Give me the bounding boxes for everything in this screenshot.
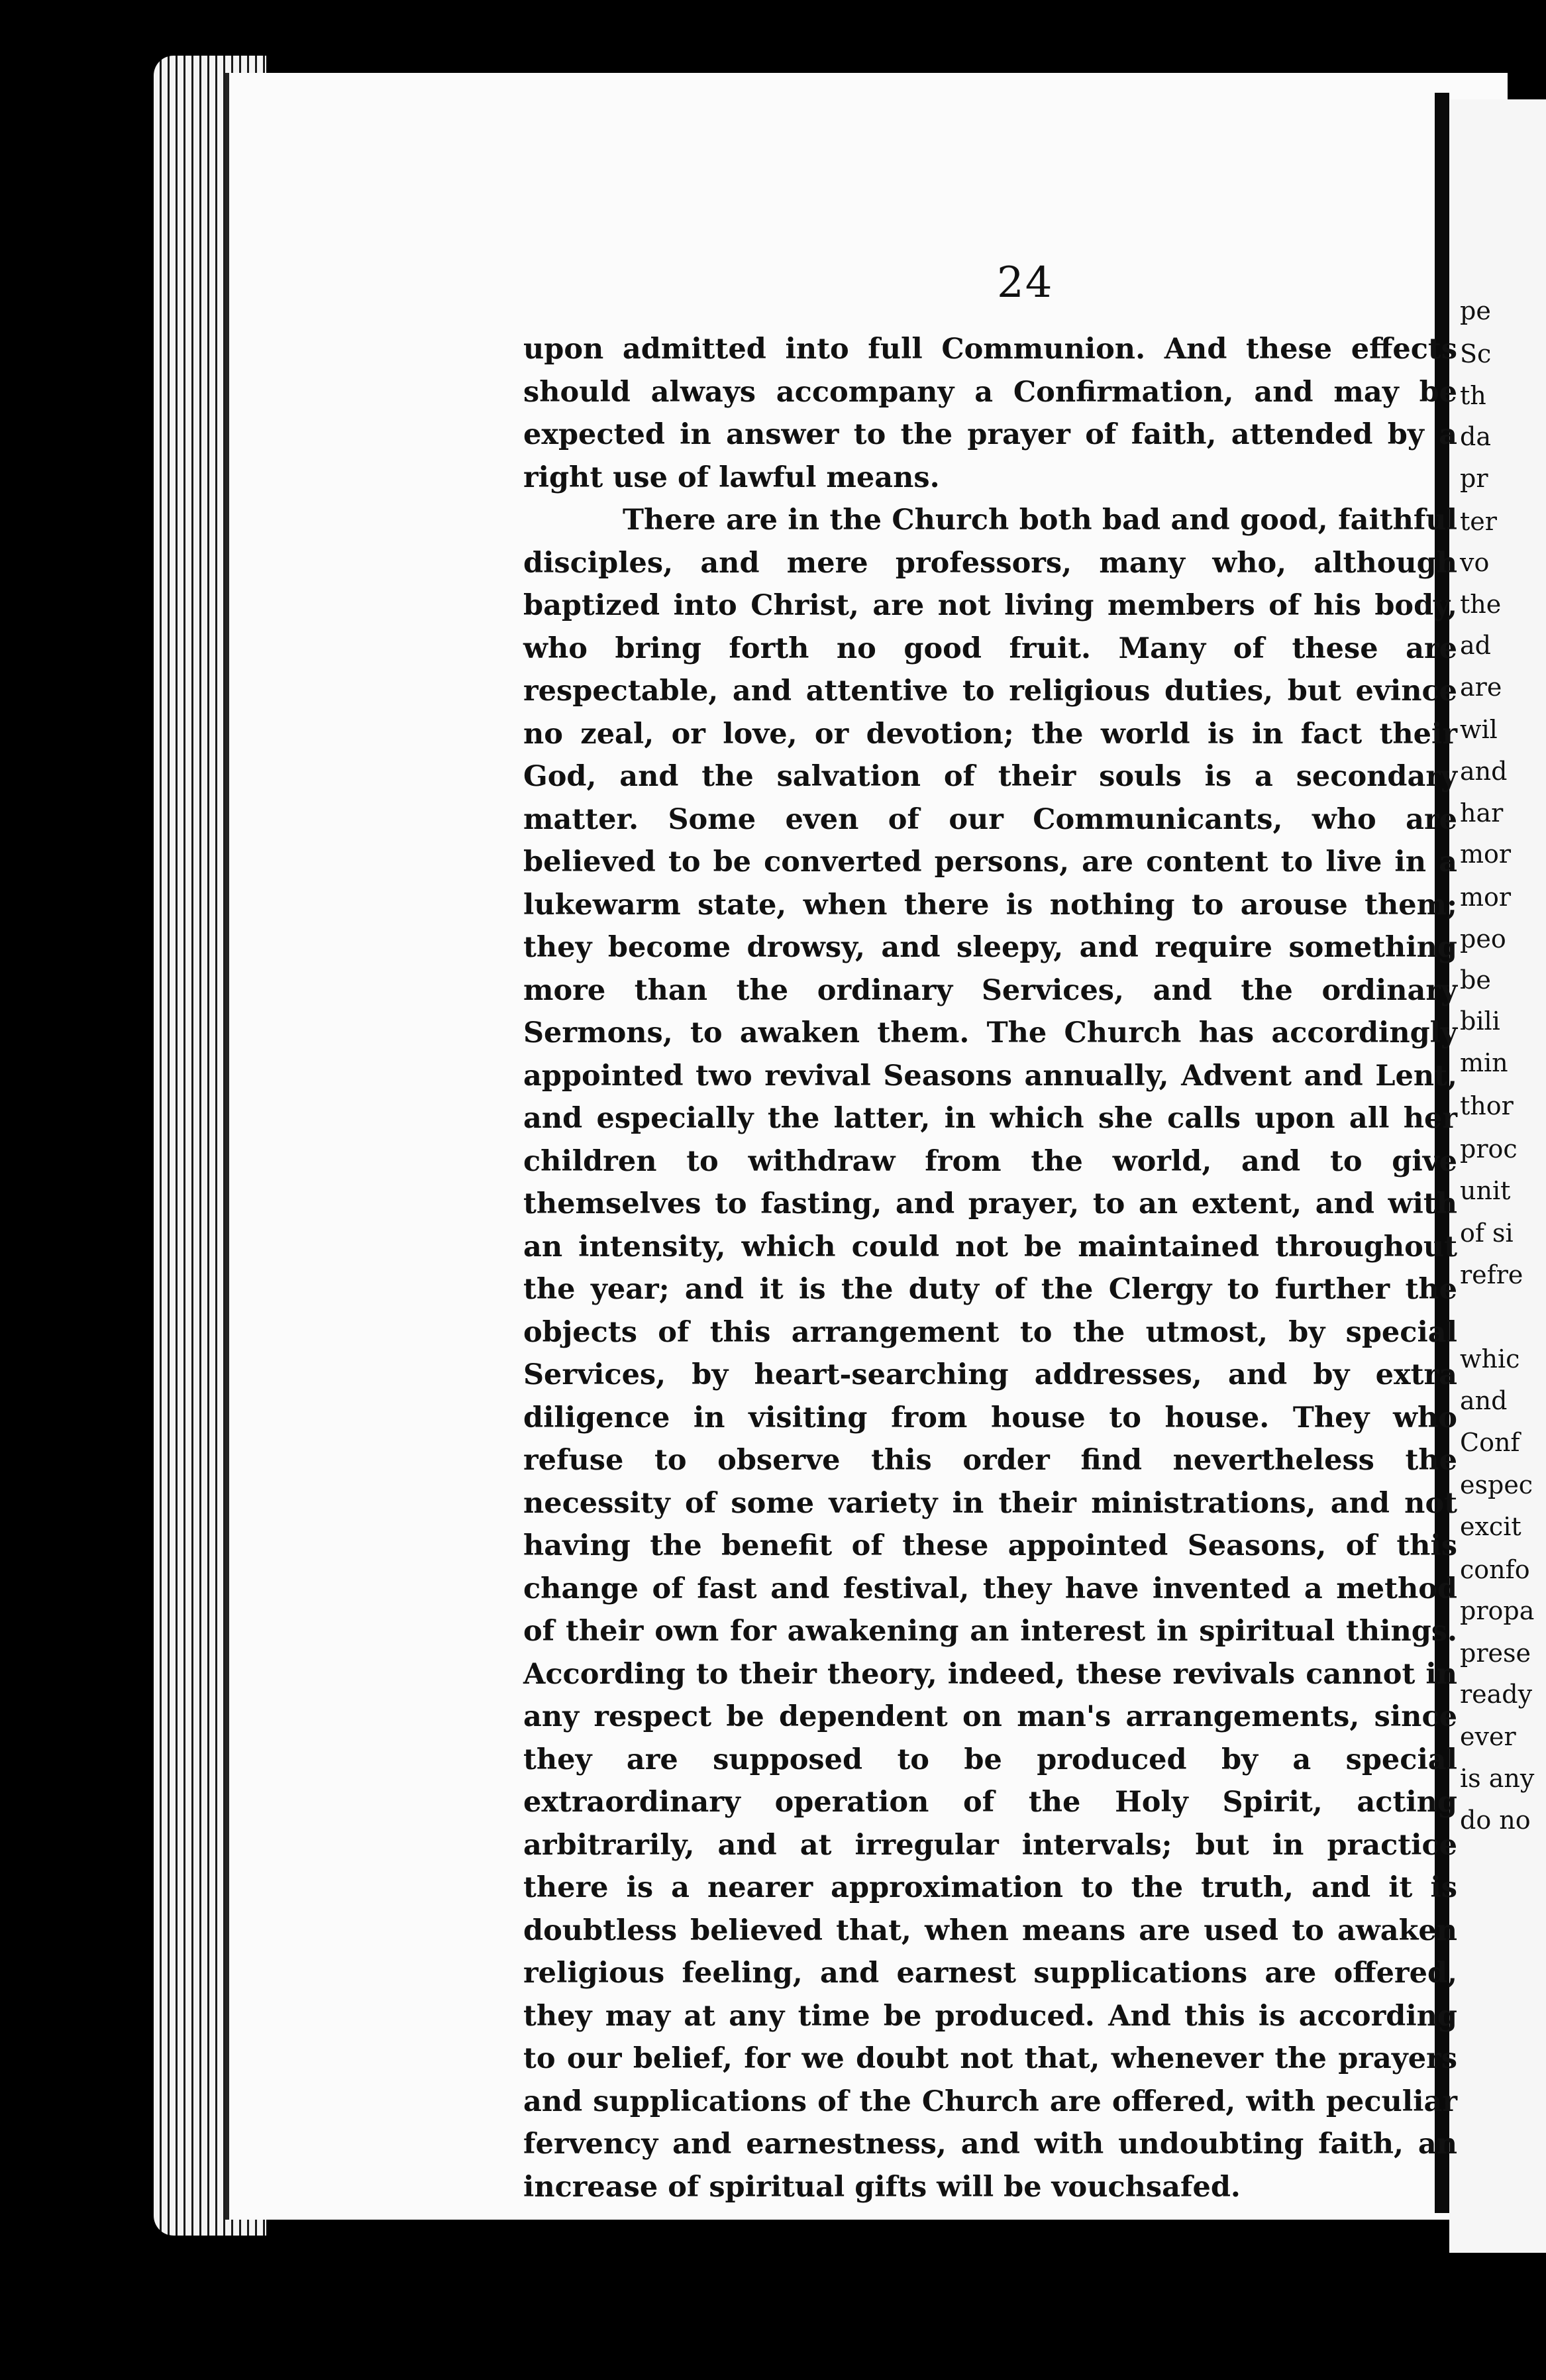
right-page-line: and [1460, 757, 1508, 786]
body-text [523, 328, 1457, 2208]
right-page-line: thor [1460, 1091, 1514, 1120]
right-page-line: Sc [1460, 339, 1492, 368]
right-page-line: propa [1460, 1596, 1535, 1625]
right-page-line: of si [1460, 1218, 1514, 1248]
right-page-line: be [1460, 965, 1491, 995]
right-page-line: confo [1460, 1555, 1530, 1584]
right-page-line: har [1460, 798, 1504, 828]
right-page-line: pr [1460, 464, 1488, 493]
right-page-line: mor [1460, 839, 1512, 869]
right-page-line: pe [1460, 296, 1491, 325]
right-page-line: do no [1460, 1806, 1531, 1835]
right-page [1449, 99, 1546, 2253]
right-page-line: espec [1460, 1470, 1533, 1499]
right-page-line: whic [1460, 1344, 1520, 1374]
right-page-line: Conf [1460, 1428, 1520, 1457]
right-page-line: refre [1460, 1260, 1523, 1289]
right-page-line: unit [1460, 1176, 1511, 1205]
page-number: 24 [997, 258, 1054, 307]
right-page-line: th [1460, 381, 1486, 410]
right-page-line: are [1460, 673, 1502, 702]
right-page-line: da [1460, 422, 1491, 451]
paragraph-2: There are in the Church both bad and good, faithful disciples, and mere professors, many who, although baptized into Christ, are not living members of his body, who bring forth no good fruit. Many of these are respectable, and attentive to religious duties, but evince no zeal, or love, or devotion; the world is in fact their God, and the salvation of their souls is a secondary matter. Some even of our Communicants, who are believed to be converted persons, are content to live in a lukewarm state, when there is nothing to arouse them; they become drowsy, and sleepy, and require something more than the ordinary Services, and the ordinary Sermons, to awaken them. The Church has accordingly appointed two revival Seasons annually, Advent and Lent, and especially the latter, in which she calls upon all her children to withdraw from the world, and to give themselves to fasting, and prayer, to an extent, and with an intensity, which could not be maintained throughout the year; and it is the duty of the Clergy to further the objects of this arrangement to the utmost, by special Services, by heart-searching addresses, and by extra diligence in visiting from house to house. They who refuse to observe this order find nevertheless the necessity of some variety in their ministrations, and not having the benefit of these appointed Seasons, of this change of fast and festival, they have invented a method of their own for awakening an interest in spiritual things. According to their theory, indeed, these revivals cannot in any respect be dependent on man's arrangements, since they are supposed to be produced by a special extraordinary operation of the Holy Spirit, acting arbitrarily, and at irregular intervals; but in practice there is a nearer approximation to the truth, and it is doubtless believed that, when means are used to awaken religious feeling, and earnest supplications are offered, they may at any time be produced. And this is according to our belief, for we doubt not that, whenever the prayers and supplications of the Church are offered, with peculiar fervency and earnestness, and with undoubting faith, an increase of spiritual gifts will be vouchsafed. [523, 504, 1457, 2204]
right-page-line: mor [1460, 883, 1512, 912]
right-page-line: ever [1460, 1722, 1516, 1751]
right-page-line: and [1460, 1386, 1508, 1415]
right-page-line: prese [1460, 1639, 1531, 1668]
right-page-line: is any [1460, 1764, 1535, 1793]
right-page-line: ter [1460, 507, 1497, 536]
paragraph-1: upon admitted into full Communion. And these effects should always accompany a Confirmation, and may be expected in answer to the prayer of faith, attended by a right use of lawful means. [523, 333, 1457, 494]
right-page-line: excit [1460, 1512, 1521, 1541]
right-page-line: wil [1460, 715, 1498, 744]
right-page-line: ready [1460, 1680, 1533, 1709]
right-page-line: min [1460, 1048, 1508, 1077]
right-page-line: vo [1460, 548, 1490, 577]
right-page-line: peo [1460, 924, 1506, 953]
right-page-line: the [1460, 590, 1502, 619]
right-page-line: ad [1460, 631, 1491, 660]
right-page-line: bili [1460, 1006, 1500, 1036]
right-page-line: proc [1460, 1134, 1518, 1163]
